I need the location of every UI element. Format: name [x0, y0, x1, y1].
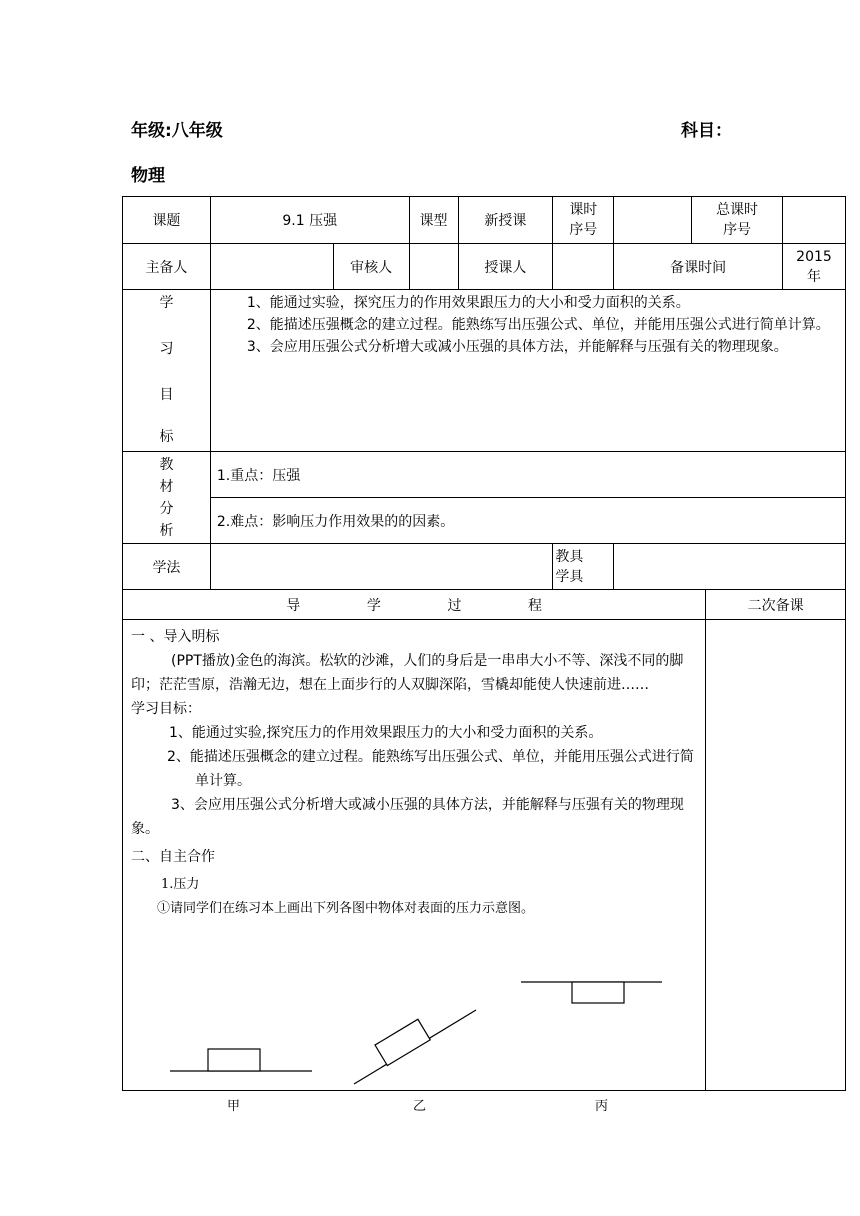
section1-title: 一 、导入明标 — [131, 629, 220, 645]
prep-time-label: 备课时间 — [614, 244, 783, 290]
tools-label-line1: 教具 — [555, 548, 584, 565]
goal-item: 1、能通过实验，探究压力的作用效果跟压力的大小和受力面积的关系。 — [246, 295, 690, 311]
method-label: 学法 — [123, 544, 211, 590]
section2-title: 二、自主合作 — [131, 849, 215, 865]
process-goal-2: 2、能描述压强概念的建立过程。能熟练写出压强公式、单位，并能用压强公式进行简单计算。 — [167, 749, 694, 789]
key-point: 1.重点：压强 — [210, 452, 845, 498]
diagram-bing — [521, 982, 662, 1003]
process-goal-1: 1、能通过实验,探究压力的作用效果跟压力的大小和受力面积的关系。 — [169, 725, 603, 741]
sub1-title: 1.压力 — [161, 877, 200, 892]
goals-char-1: 学 — [159, 295, 174, 311]
difficult-point: 2.难点：影响压力作用效果的的因素。 — [210, 498, 845, 544]
subject-label: 科目： — [681, 121, 732, 141]
diagram-jia — [170, 1049, 312, 1071]
figure-label-bing: 丙 — [595, 1099, 609, 1114]
process-title-char: 学 — [366, 597, 381, 614]
diagram-yi — [354, 1010, 476, 1084]
subject-value: 物理 — [131, 166, 165, 186]
goal-item: 2、能描述压强概念的建立过程。能熟练写出压强公式、单位，并能用压强公式进行简单计算。 — [246, 317, 830, 333]
figure-label-yi: 乙 — [413, 1099, 427, 1114]
intro-text: (PPT播放)金色的海滨。松软的沙滩，人们的身后是一串串大小不等、深浅不同的脚印；茫茫雪原，浩瀚无边，想在上面步行的人双脚深陷，雪橇却能使人快速前进…… — [131, 653, 684, 693]
process-goal-3: 3、会应用压强公式分析增大或减小压强的具体方法，并能解释与压强有关的物理现象。 — [131, 797, 684, 837]
goals-char-4: 标 — [159, 429, 174, 445]
goals-char-2: 习 — [159, 341, 174, 357]
preparer-label: 主备人 — [123, 244, 211, 290]
period-label-line1: 课时 — [569, 202, 598, 218]
second-prep-label: 二次备课 — [706, 590, 846, 620]
teacher-label: 授课人 — [458, 244, 553, 290]
analysis-char-1: 教 — [159, 456, 174, 473]
process-title-char: 程 — [528, 597, 543, 614]
total-label-line2: 序号 — [723, 222, 752, 238]
analysis-char-3: 分 — [159, 500, 174, 517]
figure-label-jia: 甲 — [227, 1099, 241, 1114]
topic-label: 课题 — [123, 197, 211, 244]
goal-item: 3、会应用压强公式分析增大或减小压强的具体方法，并能解释与压强有关的物理现象。 — [246, 339, 788, 355]
grade-label: 年级:八年级 — [131, 121, 223, 141]
goals-title: 学习目标： — [131, 701, 201, 717]
type-value: 新授课 — [458, 197, 553, 244]
process-title-char: 导 — [286, 597, 301, 614]
analysis-char-2: 材 — [159, 478, 174, 495]
process-title-char: 过 — [447, 597, 462, 614]
goals-char-3: 目 — [159, 387, 174, 403]
type-label: 课型 — [409, 197, 458, 244]
task1-text: ①请同学们在练习本上画出下列各图中物体对表面的压力示意图。 — [157, 901, 535, 916]
analysis-char-4: 析 — [159, 522, 174, 539]
year-suffix: 年 — [807, 268, 821, 285]
period-label-line2: 序号 — [569, 222, 598, 238]
reviewer-label: 审核人 — [333, 244, 409, 290]
tools-label-line2: 学具 — [555, 568, 584, 585]
year-number: 2015 — [796, 248, 832, 265]
total-label-line1: 总课时 — [716, 202, 759, 218]
topic-value: 9.1 压强 — [210, 197, 409, 244]
